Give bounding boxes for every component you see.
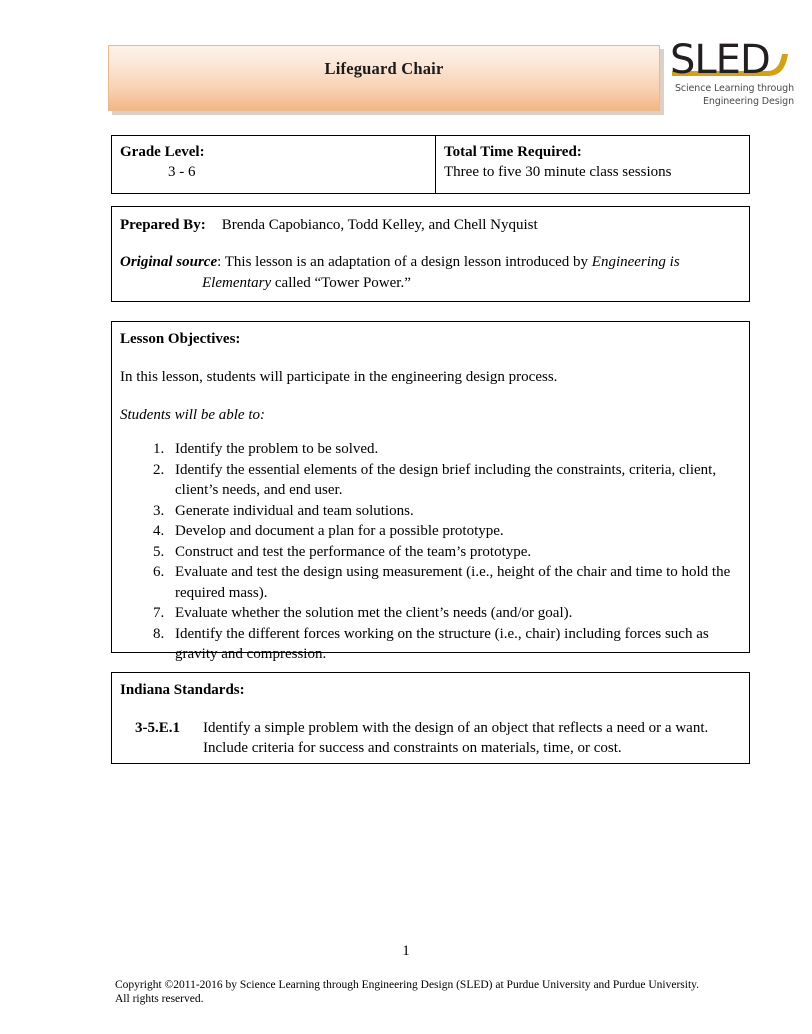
total-time-value: Three to five 30 minute class sessions: [444, 164, 672, 180]
prepared-by-label: Prepared By:: [120, 217, 206, 233]
document-header: [0, 0, 812, 130]
original-source-label: Original source: [120, 254, 218, 270]
original-source-text-2: called “Tower Power.”: [271, 275, 411, 291]
list-item: 6. Evaluate and test the design using measurement (i.e., height of the chair and time to hold the required mass).: [168, 562, 739, 603]
list-item: 4. Develop and document a plan for a possible prototype.: [168, 521, 739, 542]
original-source-row: [120, 252, 739, 273]
copyright-notice: [115, 978, 755, 1006]
svg-text:SLED: SLED: [670, 38, 770, 83]
sled-tagline-line1: Science Learning through: [674, 83, 794, 94]
copyright-line2: All rights reserved.: [115, 993, 204, 1005]
page-number: 1: [402, 943, 410, 959]
original-source-text-1: : This lesson is an adaptation of a design lesson introduced by: [217, 254, 592, 270]
sled-wordmark-icon: [668, 38, 796, 84]
sled-tagline: [668, 82, 794, 108]
grade-level-label: Grade Level:: [120, 144, 205, 160]
title-banner: [108, 45, 660, 111]
grade-level-cell: [112, 136, 436, 193]
sled-logo: [668, 38, 796, 116]
prepared-by-row: [120, 215, 739, 235]
standard-row: [120, 718, 739, 758]
list-item: 5. Construct and test the performance of the team’s prototype.: [168, 542, 739, 563]
lesson-objectives-box: [111, 321, 750, 662]
prepared-by-box: [111, 206, 750, 302]
list-item: 7. Evaluate whether the solution met the client’s needs (and/or goal).: [168, 603, 739, 624]
page-title: Lifeguard Chair: [324, 59, 444, 78]
lesson-objectives-intro: In this lesson, students will participate in the engineering design process.: [120, 369, 558, 385]
list-item: 3. Generate individual and team solutions.: [168, 501, 739, 522]
indiana-standards-heading: Indiana Standards:: [120, 682, 245, 698]
lesson-objectives-heading: Lesson Objectives:: [120, 331, 241, 347]
indiana-standards-box: [111, 672, 750, 764]
grade-level-value: 3 - 6: [168, 164, 196, 180]
standard-text: Identify a simple problem with the design of an object that reflects a need or a want. Include criteria for success and constraints on materials, time, or cost.: [203, 720, 709, 756]
original-source-italic-2: Elementary: [202, 275, 272, 291]
list-item: 2. Identify the essential elements of the design brief including the constraints, criteria, client, client’s needs, and end user.: [168, 460, 739, 501]
objectives-list: [120, 439, 739, 665]
original-source-continuation: [120, 273, 739, 294]
total-time-label: Total Time Required:: [444, 144, 582, 160]
prepared-by-authors: Brenda Capobianco, Todd Kelley, and Chell Nyquist: [221, 217, 538, 233]
sled-tagline-line2: Engineering Design: [702, 96, 794, 107]
students-will-be-able-to-label: Students will be able to:: [120, 407, 265, 423]
total-time-cell: [436, 136, 749, 193]
list-item: 8. Identify the different forces working on the structure (i.e., chair) including forces such as gravity and compression.: [168, 624, 739, 665]
list-item: 1. Identify the problem to be solved.: [168, 439, 739, 460]
copyright-line1: Copyright ©2011-2016 by Science Learning through Engineering Design (SLED) at Purdue University and Purdue University.: [115, 979, 700, 991]
original-source-italic-1: Engineering is: [591, 254, 680, 270]
standard-code: 3-5.E.1: [135, 720, 180, 736]
grade-and-time-table: [111, 135, 750, 194]
